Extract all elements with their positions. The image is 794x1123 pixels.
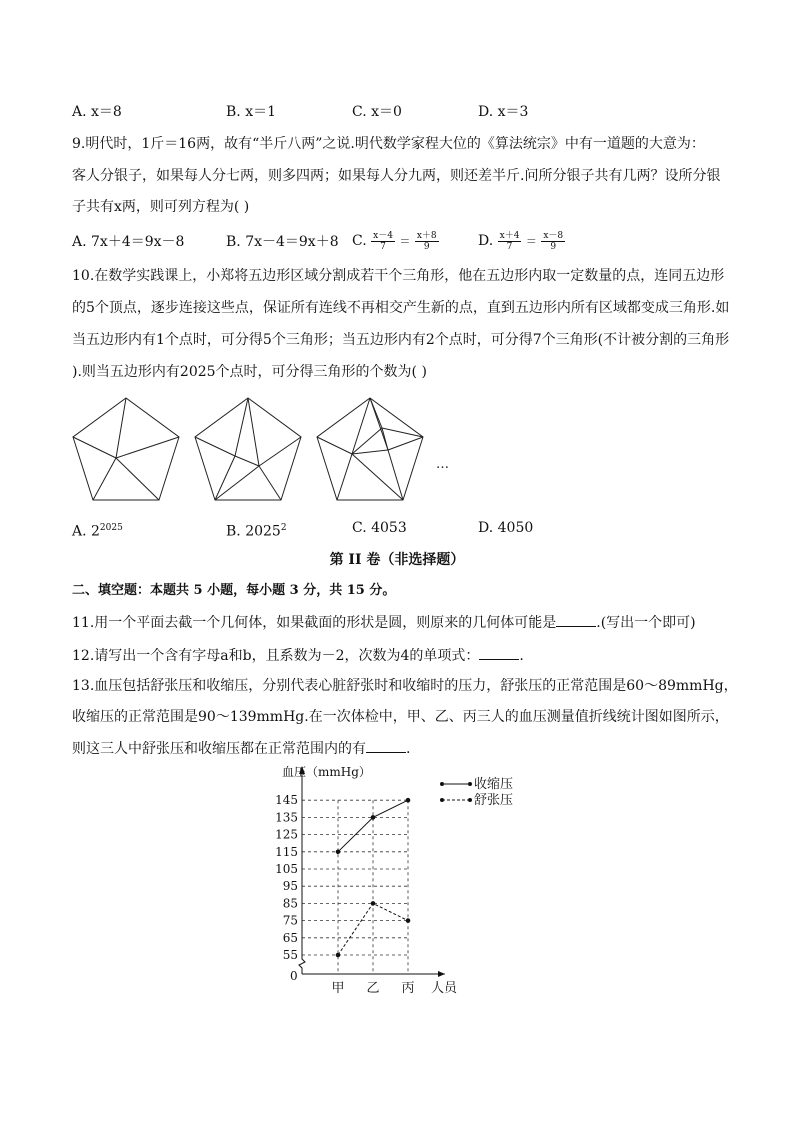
pentagon-figures xyxy=(70,392,470,508)
figure-ellipsis: … xyxy=(436,457,449,472)
legend-marker xyxy=(468,798,472,802)
q9-option-c-label: C. xyxy=(352,233,367,249)
q9-option-c-equals: ＝ xyxy=(399,235,411,248)
q13-answer-blank[interactable] xyxy=(366,738,406,753)
q11-answer-blank[interactable] xyxy=(556,612,596,627)
x-axis-arrow xyxy=(438,971,445,977)
q10-line-3: 当五边形内有1个点时，可分得5个三角形；当五边形内有2个点时，可分得7个三角形(不计被分割的三角形 xyxy=(72,332,730,348)
q9-option-d-fraction-left: $\frac{x+4}{7}$ xyxy=(499,230,520,252)
q9-option-d-label: D. xyxy=(478,233,494,249)
q8-option-a: A. x＝8 xyxy=(72,104,122,120)
q8-option-d: D. x＝3 xyxy=(478,104,529,120)
q9-option-c xyxy=(352,226,439,257)
q12-text: 12.请写出一个含有字母a和b，且系数为－2，次数为4的单项式： . xyxy=(72,645,524,666)
y-tick-label: 135 xyxy=(275,810,298,825)
y-tick-label: 105 xyxy=(275,862,298,876)
q9-option-d-fraction-right: $\frac{x-8}{9}$ xyxy=(543,230,564,252)
y-tick-label: 125 xyxy=(275,827,298,842)
q9-option-c-fraction-right: $\frac{x+8}{9}$ xyxy=(416,230,437,252)
y-axis-title: 血压（mmHg） xyxy=(282,765,371,779)
legend-marker xyxy=(440,782,444,786)
y-tick-label: 75 xyxy=(282,913,298,928)
q9-line-2: 客人分银子，如果每人分七两，则多四两；如果每人分九两，则还差半斤.问所分银子共有几两？设所分银 xyxy=(72,168,721,184)
q10-line-1: 10.在数学实践课上，小郑将五边形区域分割成若干个三角形，他在五边形内取一定数量的点，连同五边形 xyxy=(72,268,725,284)
x-axis-title: 人员 xyxy=(431,981,458,996)
origin-label: 0 xyxy=(290,969,298,983)
blood-pressure-chart xyxy=(270,762,530,998)
y-axis xyxy=(299,768,305,974)
legend-marker xyxy=(468,782,472,786)
y-tick-label: 115 xyxy=(275,844,298,859)
q10-line-4: ).则当五边形内有2025个点时，可分得三角形的个数为( ) xyxy=(72,364,427,380)
q13-line-3: 则这三人中舒张压和收缩压都在正常范围内的有 . xyxy=(72,738,410,759)
q12-answer-blank[interactable] xyxy=(479,645,519,660)
q9-option-c-fraction-left: $\frac{x-4}{7}$ xyxy=(373,230,393,252)
pentagon-three-points xyxy=(317,398,423,500)
q10-option-b: B. 2025$^2$ xyxy=(226,523,287,540)
section-heading: 二、填空题：本题共 5 小题，每小题 3 分，共 15 分。 xyxy=(72,583,396,598)
data-point xyxy=(406,798,411,803)
y-tick-label: 95 xyxy=(282,879,298,894)
data-point xyxy=(371,815,376,820)
q9-option-a: A. 7x＋4＝9x－8 xyxy=(72,234,185,250)
q9-line-3: 子共有x两，则可列方程为( ) xyxy=(72,199,250,215)
q10-option-a: A. $2^{2025}$ xyxy=(72,523,123,540)
data-point xyxy=(336,850,341,855)
y-tick-label: 145 xyxy=(275,793,298,808)
q9-option-d-equals: ＝ xyxy=(525,235,537,248)
x-tick-label: 乙 xyxy=(366,981,380,996)
q11-text: 11.用一个平面去截一个几何体，如果截面的形状是圆，则原来的几何体可能是 .(写出一个即可) xyxy=(72,612,696,633)
pentagon-one-point xyxy=(73,398,179,500)
q9-option-b: B. 7x－4＝9x＋8 xyxy=(226,234,339,250)
legend-label: 收缩压 xyxy=(474,777,514,792)
q13-line-2: 收缩压的正常范围是90～139mmHg.在一次体检中，甲、乙、丙三人的血压测量值折线统计图如图所示， xyxy=(72,709,729,725)
q13-line-1: 13.血压包括舒张压和收缩压，分别代表心脏舒张时和收缩时的压力，舒张压的正常范围是60～89mmHg， xyxy=(72,678,738,694)
x-tick-label: 丙 xyxy=(401,981,415,996)
pentagon-two-points xyxy=(195,398,301,500)
data-point xyxy=(371,901,376,906)
q8-option-b: B. x＝1 xyxy=(226,104,276,120)
y-tick-label: 85 xyxy=(282,896,298,911)
q10-line-2: 的5个顶点，逐步连接这些点，保证所有连线不再相交产生新的点，直到五边形内所有区域都变成三角形.如 xyxy=(72,300,730,316)
y-tick-label: 55 xyxy=(282,948,298,962)
q10-option-c: C. 4053 xyxy=(352,520,407,536)
q9-option-d xyxy=(478,226,565,257)
q8-option-c: C. x＝0 xyxy=(352,104,402,120)
q10-option-d: D. 4050 xyxy=(478,520,534,536)
y-tick-label: 65 xyxy=(282,930,298,945)
x-tick-label: 甲 xyxy=(331,981,345,996)
legend-label: 舒张压 xyxy=(474,793,514,808)
data-point xyxy=(336,953,341,958)
legend-marker xyxy=(440,798,444,802)
q9-line-1: 9.明代时，1斤＝16两，故有“半斤八两”之说.明代数学家程大位的《算法统宗》中有一道题的大意为： xyxy=(72,136,705,152)
data-point xyxy=(406,918,411,923)
section-title: 第 II 卷（非选择题） xyxy=(329,552,465,568)
